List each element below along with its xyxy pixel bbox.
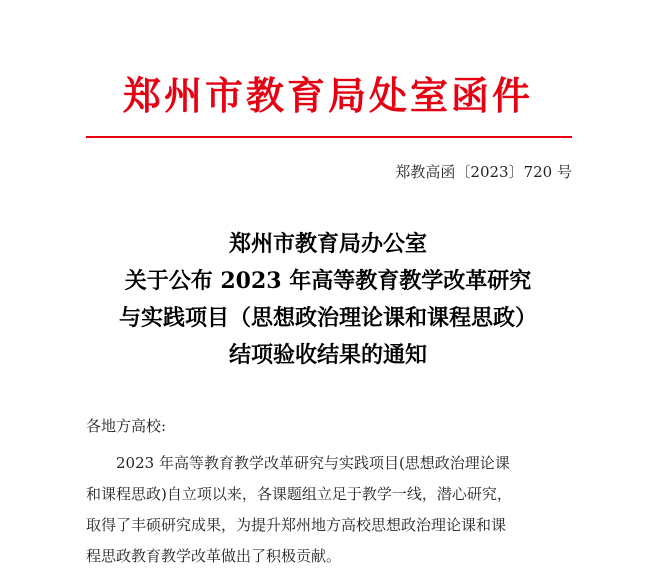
body-line: 取得了丰硕研究成果，为提升郑州地方高校思想政治理论课和课 bbox=[86, 516, 507, 534]
letterhead-title: 郑州市教育局处室函件 bbox=[122, 73, 533, 118]
notice-title bbox=[0, 226, 656, 374]
title-line: 结项验收结果的通知 bbox=[228, 342, 427, 368]
body-line: 和课程思政)自立项以来，各课题组立足于教学一线，潜心研究， bbox=[86, 485, 512, 503]
body-line: 程思政教育教学改革做出了积极贡献。 bbox=[86, 547, 342, 565]
body-paragraph bbox=[86, 448, 576, 572]
body-line: 2023 年高等教育教学改革研究与实践项目(思想政治理论课 bbox=[116, 454, 510, 472]
title-line: 与实践项目（思想政治理论课和课程思政） bbox=[118, 305, 537, 331]
salutation: 各地方高校: bbox=[86, 417, 167, 435]
red-separator-line bbox=[86, 136, 572, 138]
title-line: 郑州市教育局办公室 bbox=[228, 231, 427, 257]
document-number: 郑教高函〔2023〕720 号 bbox=[395, 163, 572, 181]
title-line: 关于公布 2023 年高等教育教学改革研究 bbox=[124, 268, 532, 294]
